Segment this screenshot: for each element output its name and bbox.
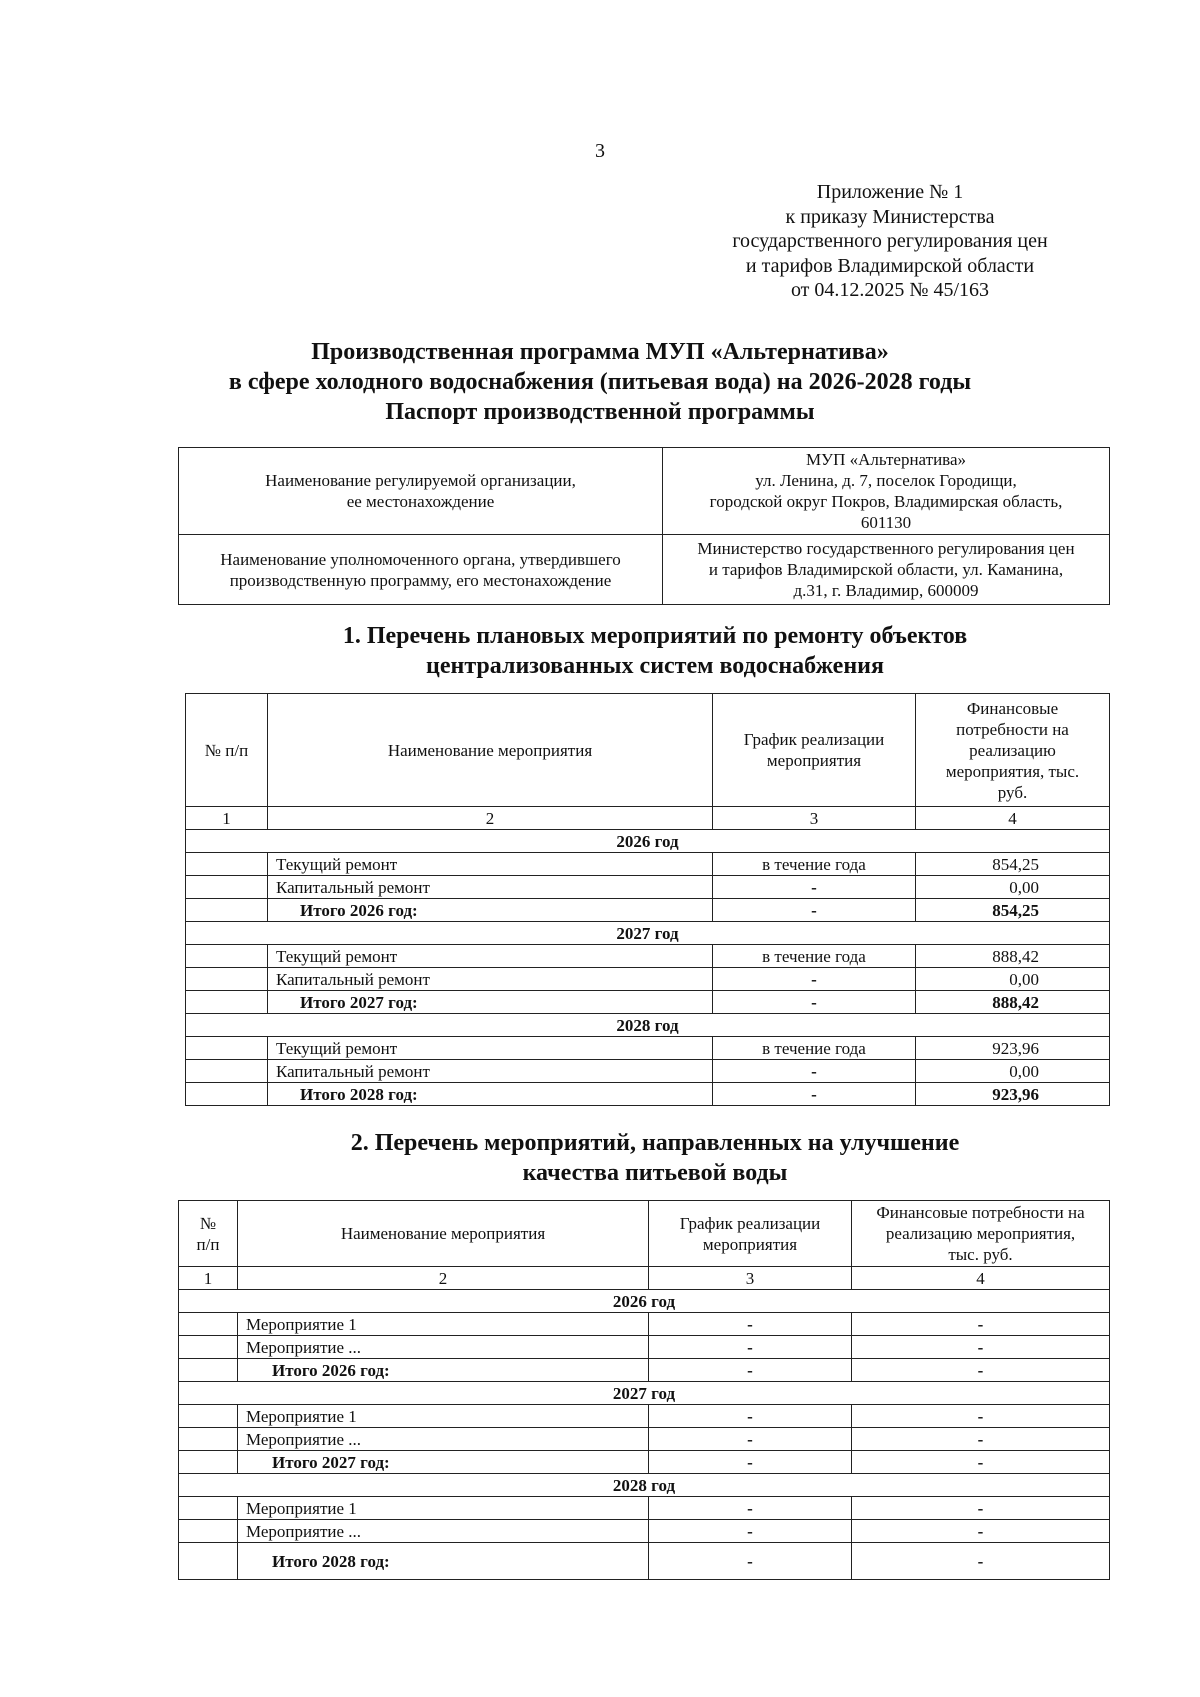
column-numbers-row <box>179 1267 1110 1290</box>
total-name: Итого 2026 год: <box>268 899 713 922</box>
table-row <box>179 1520 1110 1543</box>
row-name: Мероприятие ... <box>238 1520 649 1543</box>
year-row: 2026 год <box>179 1290 1110 1313</box>
total-row <box>186 1083 1110 1106</box>
col-number: 2 <box>238 1267 649 1290</box>
row-value: 0,00 <box>916 1060 1110 1083</box>
passport-row-authority <box>179 535 1110 605</box>
page-number: 3 <box>595 140 605 162</box>
row-value: 0,00 <box>916 876 1110 899</box>
header-name: Наименование мероприятия <box>238 1201 649 1267</box>
appendix-line: Приложение № 1 <box>816 181 964 203</box>
row-name: Капитальный ремонт <box>268 876 713 899</box>
row-name: Текущий ремонт <box>268 945 713 968</box>
total-value: 854,25 <box>916 899 1110 922</box>
total-value: 888,42 <box>916 991 1110 1014</box>
col-number: 4 <box>916 807 1110 830</box>
table-row <box>186 1060 1110 1083</box>
col-number: 2 <box>268 807 713 830</box>
table-row <box>186 968 1110 991</box>
row-name: Текущий ремонт <box>268 853 713 876</box>
total-schedule: - <box>649 1359 852 1382</box>
table-row <box>186 876 1110 899</box>
row-name: Мероприятие 1 <box>238 1497 649 1520</box>
row-schedule: - <box>713 876 916 899</box>
total-row <box>179 1543 1110 1580</box>
total-name: Итого 2027 год: <box>238 1451 649 1474</box>
passport-value-organization: МУП «Альтернатива» ул. Ленина, д. 7, поселок Городищи, городской округ Покров, Владимирская область, 601130 <box>663 448 1110 535</box>
passport-table <box>178 447 1110 605</box>
row-schedule: - <box>649 1313 852 1336</box>
total-row <box>186 991 1110 1014</box>
total-row <box>179 1359 1110 1382</box>
col-number: 1 <box>186 807 268 830</box>
total-schedule: - <box>649 1451 852 1474</box>
total-name: Итого 2027 год: <box>268 991 713 1014</box>
header-finance: Финансовые потребности на реализацию мероприятия, тыс. руб. <box>916 694 1110 807</box>
table-row <box>179 1405 1110 1428</box>
section2-table <box>178 1200 1110 1580</box>
appendix-line: и тарифов Владимирской области <box>745 254 1035 277</box>
header-name: Наименование мероприятия <box>268 694 713 807</box>
table-row <box>186 853 1110 876</box>
row-name: Мероприятие ... <box>238 1428 649 1451</box>
col-number: 3 <box>713 807 916 830</box>
row-schedule: - <box>713 968 916 991</box>
total-value: 923,96 <box>916 1083 1110 1106</box>
passport-label-authority: Наименование уполномоченного органа, утвердившего производственную программу, его местонахождение <box>179 535 663 605</box>
row-schedule: в течение года <box>713 1037 916 1060</box>
total-value: - <box>852 1543 1110 1580</box>
appendix-block <box>680 180 1100 303</box>
row-schedule: - <box>713 1060 916 1083</box>
year-row: 2027 год <box>179 1382 1110 1405</box>
col-number: 3 <box>649 1267 852 1290</box>
total-row <box>179 1451 1110 1474</box>
passport-row-organization <box>179 448 1110 535</box>
total-name: Итого 2028 год: <box>268 1083 713 1106</box>
year-row: 2028 год <box>179 1474 1110 1497</box>
table-row <box>179 1313 1110 1336</box>
row-schedule: в течение года <box>713 945 916 968</box>
section2-header-row <box>179 1201 1110 1267</box>
row-schedule: в течение года <box>713 853 916 876</box>
table-row <box>179 1497 1110 1520</box>
table-row <box>179 1336 1110 1359</box>
row-value: - <box>852 1520 1110 1543</box>
total-row <box>186 899 1110 922</box>
total-schedule: - <box>713 899 916 922</box>
year-row: 2026 год <box>186 830 1110 853</box>
row-value: - <box>852 1497 1110 1520</box>
header-num: № п/п <box>186 694 268 807</box>
total-schedule: - <box>649 1543 852 1580</box>
total-schedule: - <box>713 1083 916 1106</box>
total-value: - <box>852 1359 1110 1382</box>
row-value: - <box>852 1428 1110 1451</box>
table-row <box>186 945 1110 968</box>
title-line-3: Паспорт производственной программы <box>385 399 815 425</box>
title-line-2: в сфере холодного водоснабжения (питьевая вода) на 2026-2028 годы <box>228 369 972 395</box>
row-name: Мероприятие 1 <box>238 1405 649 1428</box>
row-schedule: - <box>649 1336 852 1359</box>
row-name: Мероприятие ... <box>238 1336 649 1359</box>
header-finance: Финансовые потребности на реализацию мероприятия, тыс. руб. <box>852 1201 1110 1267</box>
header-num: № п/п <box>179 1201 238 1267</box>
appendix-line: к приказу Министерства <box>785 205 995 228</box>
row-name: Мероприятие 1 <box>238 1313 649 1336</box>
total-schedule: - <box>713 991 916 1014</box>
appendix-line: от 04.12.2025 № 45/163 <box>790 279 990 301</box>
section2-title: 2. Перечень мероприятий, направленных на улучшение качества питьевой воды <box>350 1130 960 1186</box>
column-numbers-row <box>186 807 1110 830</box>
table-row <box>186 1037 1110 1060</box>
row-schedule: - <box>649 1520 852 1543</box>
row-value: 923,96 <box>916 1037 1110 1060</box>
row-name: Капитальный ремонт <box>268 968 713 991</box>
row-value: 854,25 <box>916 853 1110 876</box>
section1-table <box>185 693 1110 1106</box>
row-name: Капитальный ремонт <box>268 1060 713 1083</box>
year-row: 2028 год <box>186 1014 1110 1037</box>
year-row: 2027 год <box>186 922 1110 945</box>
table-row <box>179 1428 1110 1451</box>
title-line-1: Производственная программа МУП «Альтернатива» <box>311 339 889 365</box>
row-schedule: - <box>649 1497 852 1520</box>
section1-header-row <box>186 694 1110 807</box>
row-schedule: - <box>649 1428 852 1451</box>
row-value: 888,42 <box>916 945 1110 968</box>
passport-label-organization: Наименование регулируемой организации, ее местонахождение <box>179 448 663 535</box>
row-schedule: - <box>649 1405 852 1428</box>
section1-title: 1. Перечень плановых мероприятий по ремонту объектов централизованных систем водоснабжения <box>342 623 968 679</box>
header-schedule: График реализации мероприятия <box>649 1201 852 1267</box>
col-number: 1 <box>179 1267 238 1290</box>
total-name: Итого 2028 год: <box>238 1543 649 1580</box>
appendix-line: государственного регулирования цен <box>732 230 1048 252</box>
row-name: Текущий ремонт <box>268 1037 713 1060</box>
col-number: 4 <box>852 1267 1110 1290</box>
total-value: - <box>852 1451 1110 1474</box>
header-schedule: График реализации мероприятия <box>713 694 916 807</box>
row-value: 0,00 <box>916 968 1110 991</box>
document-title <box>0 337 1200 427</box>
row-value: - <box>852 1336 1110 1359</box>
total-name: Итого 2026 год: <box>238 1359 649 1382</box>
row-value: - <box>852 1313 1110 1336</box>
row-value: - <box>852 1405 1110 1428</box>
passport-value-authority: Министерство государственного регулирования цен и тарифов Владимирской области, ул. Каманина, д.31, г. Владимир, 600009 <box>663 535 1110 605</box>
